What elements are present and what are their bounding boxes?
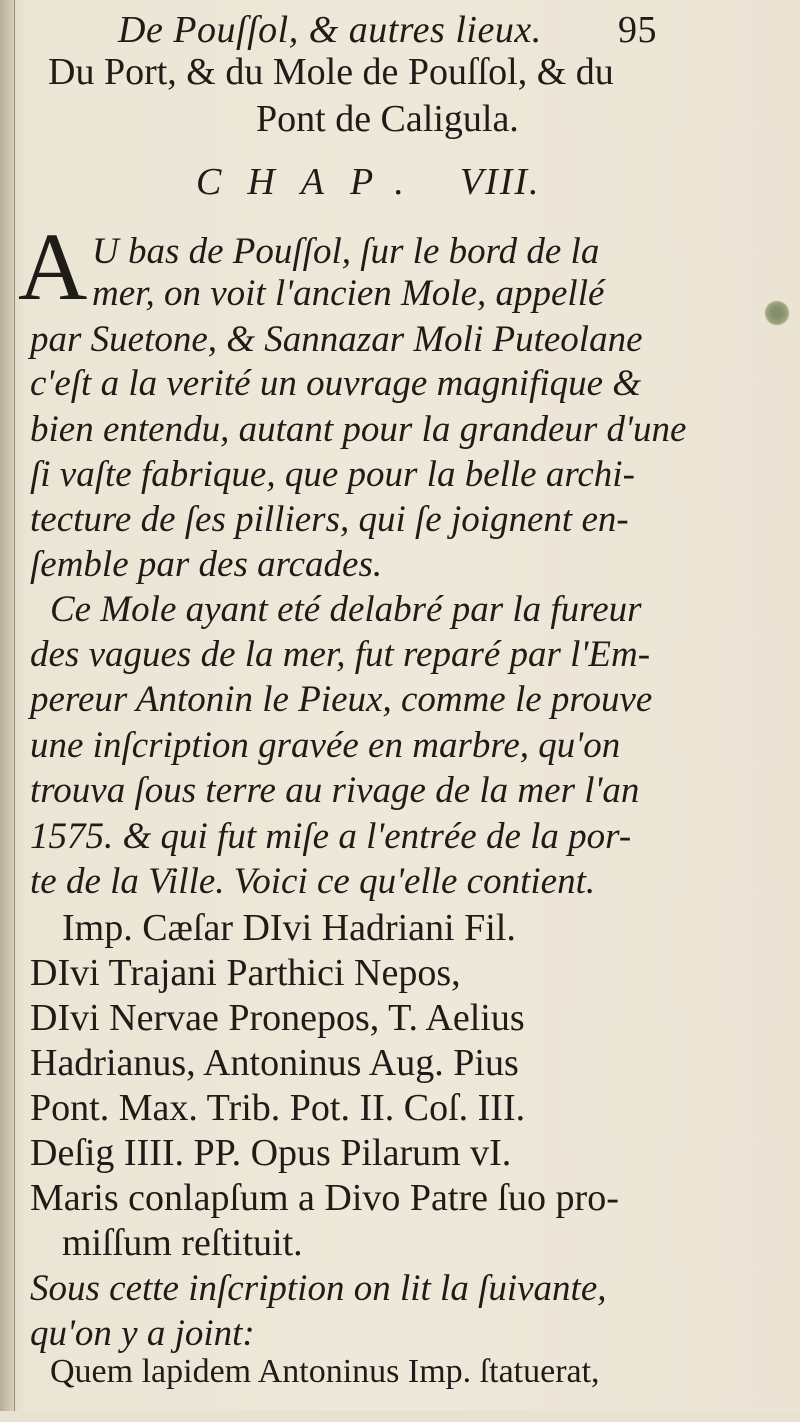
inscription-line: DIvi Trajani Parthici Nepos,: [30, 952, 461, 994]
section-title-line-2: Pont de Caligula.: [256, 98, 519, 140]
text-line: pereur Antonin le Pieux, comme le prouve: [30, 679, 653, 720]
text-line: te de la Ville. Voici ce qu'elle contient.: [30, 861, 596, 902]
text-line: des vagues de la mer, fut reparé par l'Em-: [30, 634, 651, 675]
text-line: bien entendu, autant pour la grandeur d'une: [30, 409, 687, 450]
text-line: trouva ſous terre au rivage de la mer l'an: [30, 770, 640, 811]
page-gutter: [0, 0, 15, 1411]
page-stain: [764, 300, 790, 326]
inscription-line: Hadrianus, Antoninus Aug. Pius: [30, 1042, 519, 1084]
text-line: mer, on voit l'ancien Mole, appellé: [92, 273, 605, 314]
inscription-line: Maris conlapſum a Divo Patre ſuo pro-: [30, 1177, 619, 1219]
chapter-number: VIII.: [459, 161, 541, 203]
running-head-text: De Pouſſol, & autres lieux.: [118, 9, 542, 51]
text-line: par Suetone, & Sannazar Moli Puteolane: [30, 319, 643, 360]
inscription-line: miſſum reſtituit.: [62, 1222, 303, 1264]
inscription-line: Quem lapidem Antoninus Imp. ſtatuerat,: [50, 1353, 600, 1390]
page-number: 95: [618, 9, 657, 51]
inscription-line: Imp. Cæſar DIvi Hadriani Fil.: [62, 907, 516, 949]
inscription-line: Pont. Max. Trib. Pot. II. Coſ. III.: [30, 1087, 526, 1129]
text-line: ſi vaſte fabrique, que pour la belle archi-: [30, 454, 635, 495]
text-line: 1575. & qui fut miſe a l'entrée de la por-: [30, 816, 632, 857]
inscription-line: Deſig IIII. PP. Opus Pilarum vI.: [30, 1132, 512, 1174]
drop-capital: A: [18, 213, 88, 320]
text-line: une inſcription gravée en marbre, qu'on: [30, 725, 621, 766]
text-line: ſemble par des arcades.: [30, 544, 383, 585]
text-line: Ce Mole ayant eté delabré par la fureur: [50, 589, 642, 630]
text-line: qu'on y a joint:: [30, 1313, 255, 1354]
chapter-heading: [196, 160, 541, 204]
running-head: [118, 8, 657, 52]
text-line: tecture de ſes pilliers, qui ſe joignent en-: [30, 499, 629, 540]
chapter-label: CHAP.: [196, 161, 430, 203]
text-line: c'eſt a la verité un ouvrage magnifique &: [30, 363, 642, 404]
section-title-line-1: Du Port, & du Mole de Pouſſol, & du: [48, 51, 614, 93]
text-line: U bas de Pouſſol, ſur le bord de la: [92, 231, 600, 272]
inscription-line: DIvi Nervae Pronepos, T. Aelius: [30, 997, 525, 1039]
text-line: Sous cette inſcription on lit la ſuivante,: [30, 1268, 607, 1309]
